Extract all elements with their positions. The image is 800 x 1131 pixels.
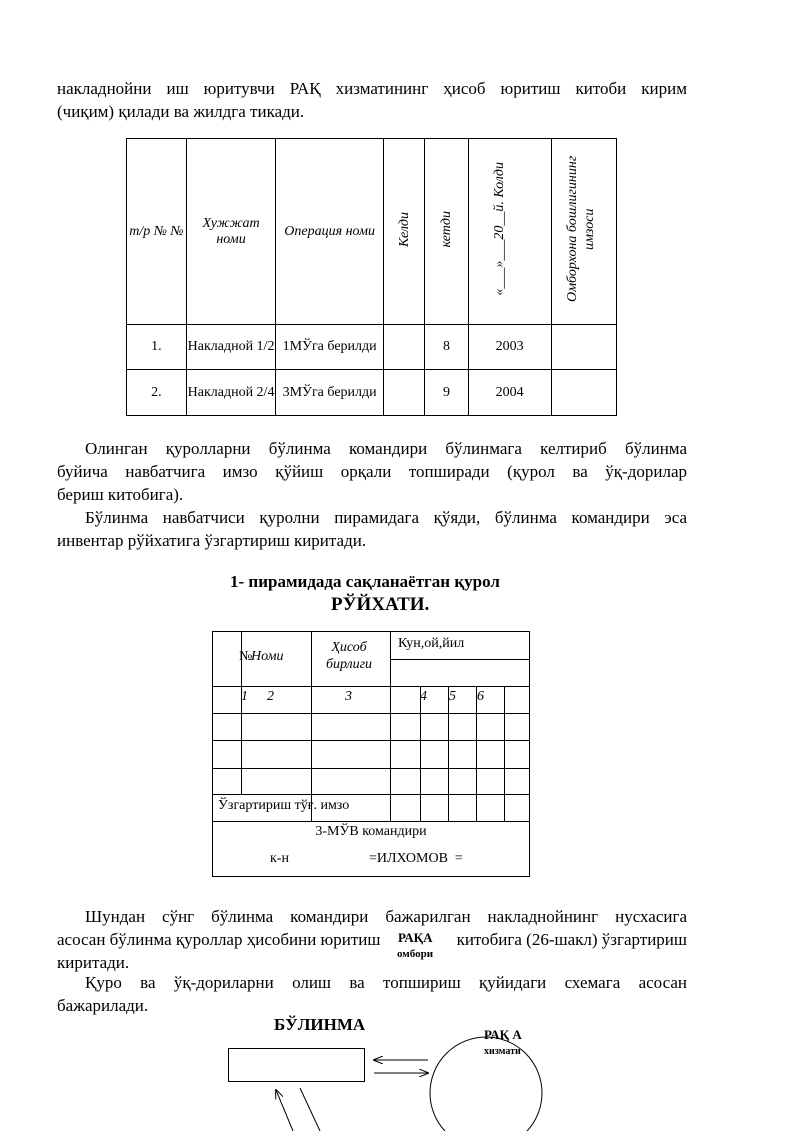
inventory-col-num: 6 xyxy=(477,689,484,704)
scheme-raq-circle xyxy=(430,1037,542,1131)
overlay-raq-label: РАҚА xyxy=(398,930,433,945)
ledger-cell-came xyxy=(383,370,424,416)
ledger-cell-sign xyxy=(551,325,616,370)
scheme-arrow-up xyxy=(276,1090,293,1131)
ledger-cell-went: 8 xyxy=(425,325,468,370)
ledger-cell-op: 3МЎга берилди xyxy=(276,370,384,416)
ledger-cell-doc: Накладной 1/2 xyxy=(186,325,275,370)
paragraph-4-line-2b: китобига (26-шакл) ўзгартириш xyxy=(456,930,687,949)
paragraph-2-line-1: Олинган қуролларни бўлинма командири бўлинмага келтириб бўлинма xyxy=(85,439,687,458)
list-title-line-1: 1- пирамидада сақланаётган қурол xyxy=(230,572,500,591)
ledger-cell-went: 9 xyxy=(425,370,468,416)
paragraph-4-line-3: киритади. xyxy=(57,953,130,972)
ledger-row xyxy=(127,370,617,416)
ledger-header-sign: Омборхона бошлигининг имзоси xyxy=(564,155,597,303)
inventory-commander-name: =ИЛХОМОВ = xyxy=(369,851,463,866)
scheme-diagram xyxy=(0,1000,800,1131)
paragraph-4-line-1: Шундан сўнг бўлинма командири бажарилган накладнойнинг нусхасига xyxy=(85,907,687,926)
ledger-table xyxy=(126,138,617,416)
paragraph-2-line-3: бериш китобига). xyxy=(57,485,184,504)
scheme-raq-label: РАҚ А xyxy=(484,1027,522,1042)
inventory-rank: к-н xyxy=(270,851,289,866)
ledger-header-came-cell xyxy=(383,139,424,325)
scheme-arrow-down xyxy=(300,1088,320,1131)
paragraph-3-line-2: инвентар рўйхатига ўзгартириш киритади. xyxy=(57,531,367,550)
intro-line-1: накладнойни иш юритувчи РАҚ хизматининг ҳисоб юритиш китоби кирим xyxy=(57,79,687,98)
paragraph-4-line-2 xyxy=(57,928,687,951)
ledger-header-doc: Хужжат номи xyxy=(186,139,275,325)
paragraph-5-line-1: Қуро ва ўқ-дориларни олиш ва топшириш қуйидаги схемага асосан xyxy=(85,973,687,992)
ledger-header-came: Келди xyxy=(396,211,412,247)
intro-line-2: (чиқим) қилади ва жилдга тикади. xyxy=(57,102,305,121)
ledger-cell-num: 1. xyxy=(127,325,187,370)
inventory-table xyxy=(212,631,530,877)
ledger-cell-left: 2004 xyxy=(468,370,551,416)
list-title-line-2: РЎЙХАТИ. xyxy=(331,594,430,615)
ledger-header-row xyxy=(127,139,617,325)
inventory-col-num: 3 xyxy=(345,689,352,704)
ledger-header-left-cell xyxy=(468,139,551,325)
inventory-col-num: 1 xyxy=(241,689,248,704)
inventory-header-no: № xyxy=(239,649,253,664)
inventory-header-name: Номи xyxy=(251,649,284,664)
paragraph-2 xyxy=(57,437,687,506)
paragraph-2-line-2: буйича навбатчига имзо қўйиш орқали топширади (қурол ва ўқ-дорилар xyxy=(57,462,687,481)
paragraph-4 xyxy=(57,905,687,974)
ledger-cell-came xyxy=(383,325,424,370)
ledger-row xyxy=(127,325,617,370)
inventory-header-unit: Ҳисоб бирлиги xyxy=(325,640,373,672)
scheme-service-label: хизмати xyxy=(484,1046,521,1057)
ledger-header-sign-cell xyxy=(551,139,616,325)
inventory-col-num: 4 xyxy=(420,689,427,704)
ledger-cell-doc: Накладной 2/4 xyxy=(186,370,275,416)
ledger-header-num: т/р № № xyxy=(127,139,187,325)
inventory-header-date: Кун,ой,йил xyxy=(398,636,465,651)
inventory-commander: 3-МЎВ командири xyxy=(315,824,427,839)
ledger-header-went-cell xyxy=(425,139,468,325)
intro-paragraph xyxy=(57,77,687,123)
ledger-header-left: «___»___20__й. Колди xyxy=(491,162,507,296)
ledger-cell-left: 2003 xyxy=(468,325,551,370)
scheme-unit-label: БЎЛИНМА xyxy=(274,1015,366,1034)
ledger-cell-sign xyxy=(551,370,616,416)
ledger-cell-op: 1МЎга берилди xyxy=(276,325,384,370)
ledger-header-went: кетди xyxy=(439,210,455,248)
ledger-cell-num: 2. xyxy=(127,370,187,416)
inventory-change-signature-label: Ўзгартириш тўғ. имзо xyxy=(218,798,350,813)
scheme-unit-box xyxy=(229,1049,365,1082)
paragraph-3 xyxy=(57,506,687,552)
overlay-ombori-label: омбори xyxy=(397,948,434,960)
inventory-col-num: 2 xyxy=(267,689,274,704)
paragraph-3-line-1: Бўлинма навбатчиси қуролни пирамидага қўяди, бўлинма командири эса xyxy=(85,508,687,527)
ledger-header-op: Операция номи xyxy=(276,139,384,325)
paragraph-5-line-2: бажарилади. xyxy=(57,996,149,1015)
paragraph-4-line-2a: асосан бўлинма қуроллар ҳисобини юритиш xyxy=(57,930,381,949)
inventory-col-num: 5 xyxy=(449,689,456,704)
